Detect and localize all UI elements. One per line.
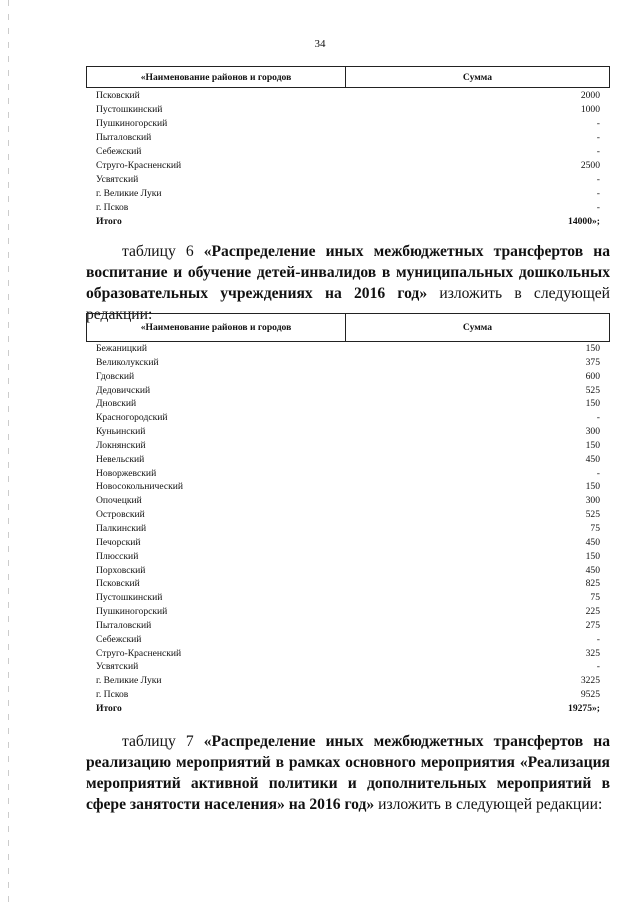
- row-name: Себежский: [96, 633, 142, 645]
- page-number: 34: [314, 38, 326, 50]
- row-value: 150: [585, 550, 600, 562]
- total-row: [86, 215, 610, 229]
- row-name: Великолукский: [96, 356, 159, 368]
- para-prefix: таблицу 7: [122, 733, 204, 750]
- row-value: 150: [585, 398, 600, 410]
- row-value: -: [596, 118, 600, 129]
- row-value: 825: [585, 578, 600, 590]
- table-row: [86, 550, 610, 564]
- table-2: [86, 313, 610, 716]
- para-bold-title: «Распределение иных межбюджетных трансфертов на реализацию мероприятий в рамках основного мероприятия «Реализация мероприятий активной политики и дополнительных мероприятий в сфере занятости населения» на 2016 год»: [86, 733, 610, 813]
- row-value: 150: [585, 343, 600, 354]
- row-value: -: [596, 146, 600, 157]
- row-value: -: [596, 467, 600, 479]
- row-value: 1000: [580, 104, 600, 115]
- total-label: Итого: [96, 216, 122, 227]
- row-value: 75: [590, 592, 600, 604]
- row-value: 225: [585, 606, 600, 618]
- row-value: -: [596, 132, 600, 143]
- table-row: [86, 159, 610, 173]
- table-row: [86, 605, 610, 619]
- table-row: [86, 688, 610, 702]
- row-name: Бежаницкий: [96, 343, 147, 354]
- row-name: г. Великие Луки: [96, 675, 162, 687]
- row-name: Псковский: [96, 578, 140, 590]
- table-row: [86, 564, 610, 578]
- table-row: [86, 494, 610, 508]
- total-row: [86, 702, 610, 716]
- row-name: Невельский: [96, 453, 145, 465]
- para-suffix: изложить в следующей редакции:: [374, 796, 603, 813]
- row-name: г. Псков: [96, 689, 129, 701]
- para-bold-title: «Распределение иных межбюджетных трансфертов на воспитание и обучение детей-инвалидов в муниципальных дошкольных образовательных учреждениях на 2016 год»: [86, 243, 610, 302]
- row-value: 3225: [580, 675, 600, 687]
- header-name: «Наименование районов и городов: [87, 67, 346, 87]
- table-row: [86, 591, 610, 605]
- row-name: Псковский: [96, 90, 140, 101]
- table-row: [86, 453, 610, 467]
- table-row: [86, 522, 610, 536]
- row-value: 150: [585, 481, 600, 493]
- row-value: -: [596, 174, 600, 185]
- row-value: 525: [585, 509, 600, 521]
- row-value: 275: [585, 619, 600, 631]
- table-row: [86, 577, 610, 591]
- row-value: -: [596, 412, 600, 424]
- paragraph-table-7: [86, 731, 610, 815]
- row-name: г. Великие Луки: [96, 188, 162, 199]
- row-name: Себежский: [96, 146, 142, 157]
- table-row: [86, 480, 610, 494]
- table-row: [86, 370, 610, 384]
- table-row: [86, 508, 610, 522]
- para-suffix: изложить в следующей редакции:: [86, 285, 610, 323]
- table-body: [86, 88, 610, 229]
- row-name: Дновский: [96, 398, 137, 410]
- table-row: [86, 384, 610, 398]
- total-value: 14000»;: [568, 216, 600, 227]
- row-value: 2000: [580, 90, 600, 101]
- row-value: 2500: [580, 160, 600, 171]
- total-value: 19275»;: [568, 702, 600, 714]
- row-name: Куньинский: [96, 426, 146, 438]
- header-sum: Сумма: [462, 71, 493, 83]
- row-value: 75: [590, 522, 600, 534]
- table-row: [86, 411, 610, 425]
- para-prefix: таблицу 6: [122, 243, 204, 260]
- row-name: Гдовский: [96, 370, 135, 382]
- row-value: 450: [585, 453, 600, 465]
- row-name: Палкинский: [96, 522, 147, 534]
- row-name: Островский: [96, 509, 145, 521]
- table-row: [86, 674, 610, 688]
- table-row: [86, 356, 610, 370]
- table-1: [86, 66, 610, 229]
- row-name: Усвятский: [96, 174, 139, 185]
- scan-edge: [8, 0, 9, 905]
- row-value: -: [596, 633, 600, 645]
- row-name: Пушкиногорский: [96, 118, 168, 129]
- row-name: Печорский: [96, 536, 141, 548]
- table-header: [86, 66, 610, 88]
- table-row: [86, 425, 610, 439]
- row-value: 450: [585, 564, 600, 576]
- row-name: Локнянский: [96, 439, 146, 451]
- table-row: [86, 89, 610, 103]
- row-name: Усвятский: [96, 661, 139, 673]
- row-value: 600: [585, 370, 600, 382]
- total-label: Итого: [96, 702, 122, 714]
- row-name: Струго-Красненский: [96, 647, 182, 659]
- table-row: [86, 131, 610, 145]
- row-name: Опочецкий: [96, 495, 142, 507]
- table-body: [86, 342, 610, 716]
- table-row: [86, 633, 610, 647]
- row-value: 300: [585, 495, 600, 507]
- row-name: Порховский: [96, 564, 146, 576]
- table-row: [86, 647, 610, 661]
- row-name: Струго-Красненский: [96, 160, 182, 171]
- table-row: [86, 342, 610, 356]
- row-name: Дедовичский: [96, 384, 151, 396]
- row-value: 300: [585, 426, 600, 438]
- row-value: 450: [585, 536, 600, 548]
- row-value: 150: [585, 439, 600, 451]
- table-row: [86, 397, 610, 411]
- row-name: Новоржевский: [96, 467, 157, 479]
- table-row: [86, 103, 610, 117]
- table-row: [86, 117, 610, 131]
- row-name: Пыталовский: [96, 132, 152, 143]
- table-row: [86, 660, 610, 674]
- row-name: Красногородский: [96, 412, 168, 424]
- header-sum: Сумма: [462, 322, 493, 333]
- row-value: 525: [585, 384, 600, 396]
- row-value: -: [596, 661, 600, 673]
- row-name: Новосокольнический: [96, 481, 184, 493]
- row-name: Пустошкинский: [96, 104, 163, 115]
- row-value: 375: [585, 356, 600, 368]
- table-row: [86, 145, 610, 159]
- row-name: Пустошкинский: [96, 592, 163, 604]
- table-row: [86, 187, 610, 201]
- row-value: -: [596, 202, 600, 213]
- row-value: 325: [585, 647, 600, 659]
- row-value: 9525: [580, 689, 600, 701]
- table-row: [86, 467, 610, 481]
- table-row: [86, 173, 610, 187]
- row-name: Плюсский: [96, 550, 139, 562]
- table-row: [86, 619, 610, 633]
- table-row: [86, 439, 610, 453]
- row-name: г. Псков: [96, 202, 129, 213]
- table-row: [86, 536, 610, 550]
- table-row: [86, 201, 610, 215]
- row-name: Пыталовский: [96, 619, 152, 631]
- table-header: [86, 313, 610, 342]
- header-name: «Наименование районов и городов: [87, 314, 346, 341]
- row-name: Пушкиногорский: [96, 606, 168, 618]
- row-value: -: [596, 188, 600, 199]
